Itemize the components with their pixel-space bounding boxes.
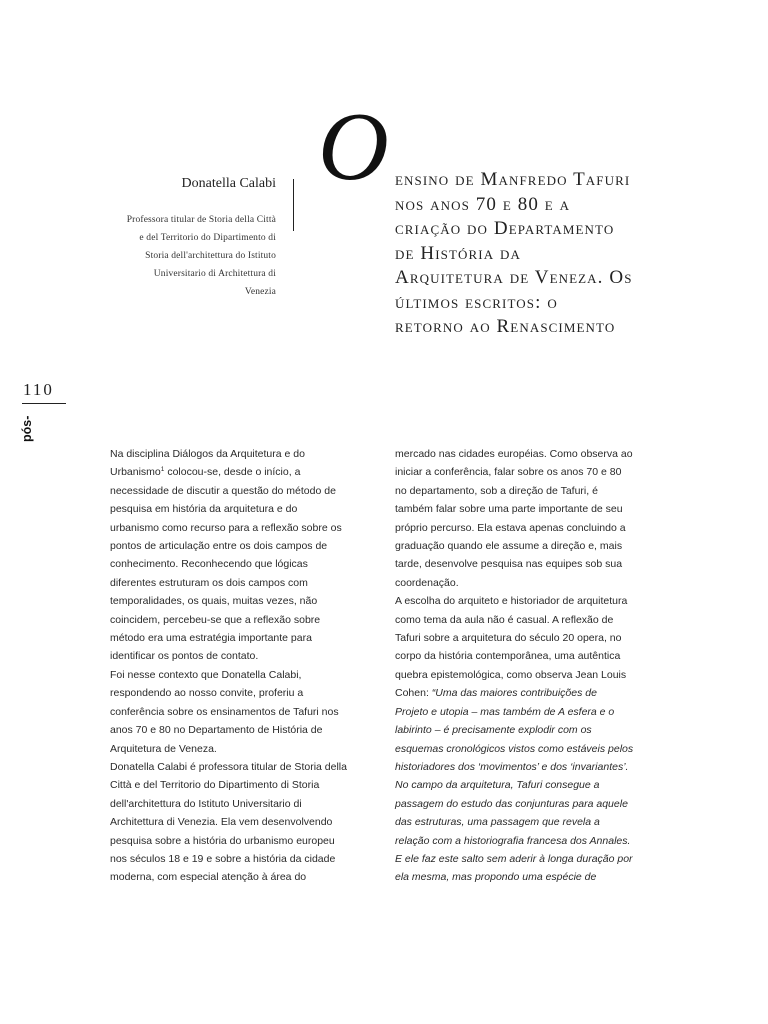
text-line: próprio percurso. Ela estava apenas concluindo a bbox=[395, 521, 626, 534]
title-dropcap: O bbox=[318, 93, 389, 201]
text-line: também falar sobre uma parte importante de seu bbox=[395, 503, 623, 516]
text-line bbox=[110, 463, 380, 481]
page-number: 110 bbox=[23, 380, 54, 399]
title-line: criação do Departamento bbox=[395, 218, 615, 239]
header-divider bbox=[293, 179, 294, 231]
text-line: corpo da história contemporânea, uma autêntica bbox=[395, 650, 621, 663]
text-line: anos 70 e 80 no Departamento de História de bbox=[110, 724, 323, 737]
author-name: Donatella Calabi bbox=[181, 176, 276, 191]
article-title bbox=[395, 168, 725, 340]
text-line: urbanismo como recurso para a reflexão sobre os bbox=[110, 521, 342, 534]
quote-line: esquemas cronológicos vistos como estáveis pelos bbox=[395, 742, 634, 755]
affiliation-line: Professora titular de Storia della Città bbox=[126, 215, 276, 225]
text-line: nos séculos 18 e 19 e sobre a história da cidade bbox=[110, 852, 336, 865]
body-column-left bbox=[110, 445, 380, 887]
text-line: Architettura di Venezia. Ela vem desenvolvendo bbox=[110, 816, 333, 829]
text-line: método era uma estratégia importante para bbox=[110, 632, 312, 645]
text-line: Donatella Calabi é professora titular de Storia della bbox=[110, 760, 347, 773]
page-number-rule bbox=[22, 403, 66, 404]
text-line: A escolha do arquiteto e historiador de arquitetura bbox=[395, 595, 628, 608]
text-line: iniciar a conferência, falar sobre os anos 70 e 80 bbox=[395, 466, 622, 479]
quote-line: Projeto e utopia – mas também de A esfera e o bbox=[395, 705, 615, 718]
text-line: coordenação. bbox=[395, 576, 459, 589]
text-fragment: colocou-se, desde o início, a bbox=[164, 466, 301, 479]
title-line: Arquitetura de Veneza. Os bbox=[395, 267, 633, 288]
text-line: pontos de articulação entre os dois campos de bbox=[110, 540, 328, 553]
title-line: retorno ao Renascimento bbox=[395, 316, 616, 337]
title-line: ensino de Manfredo Tafuri bbox=[395, 169, 631, 190]
text-line bbox=[395, 684, 665, 702]
title-line: últimos escritos: o bbox=[395, 291, 558, 313]
affiliation-line: Storia dell'architettura do Istituto bbox=[145, 251, 276, 261]
quote-line: passagem do estudo das conjunturas para aquele bbox=[395, 797, 628, 810]
text-fragment: Urbanismo bbox=[110, 466, 161, 479]
text-line: diferentes estruturam os dois campos com bbox=[110, 576, 308, 589]
quote-line: das estruturas, uma passagem que revela a bbox=[395, 816, 600, 829]
quote-line: ela mesma, mas propondo uma espécie de bbox=[395, 871, 597, 884]
text-line: quebra epistemológica, como observa Jean Louis bbox=[395, 668, 627, 681]
title-line: de História da bbox=[395, 242, 522, 264]
text-line: necessidade de discutir a questão do método de bbox=[110, 484, 336, 497]
quote-line: No campo da arquitetura, Tafuri consegue a bbox=[395, 779, 600, 792]
text-line: conferência sobre os ensinamentos de Tafuri nos bbox=[110, 705, 339, 718]
text-line: Foi nesse contexto que Donatella Calabi, bbox=[110, 668, 302, 681]
section-label: pós- bbox=[20, 415, 34, 442]
text-line: temporalidades, os quais, muitas vezes, não bbox=[110, 595, 318, 608]
affiliation-line: Universitario di Architettura di bbox=[153, 269, 276, 279]
text-line: pesquisa em história da arquitetura e do bbox=[110, 503, 298, 516]
text-line: como tema da aula não é casual. A reflexão de bbox=[395, 613, 614, 626]
text-line: graduação quando ele assume a direção e, mais bbox=[395, 540, 623, 553]
text-line: dell'architettura do Istituto Universitario di bbox=[110, 797, 302, 810]
author-affiliation bbox=[86, 211, 276, 301]
affiliation-line: Venezia bbox=[244, 287, 276, 297]
quote-line: historiadores dos ‘movimentos’ e dos ‘invariantes’. bbox=[395, 760, 629, 773]
title-line: nos anos 70 e 80 e a bbox=[395, 193, 571, 215]
text-line: moderna, com especial atenção à área do bbox=[110, 871, 307, 884]
text-line: tarde, desenvolve pesquisa nas equipes sob sua bbox=[395, 558, 623, 571]
text-line: Arquitetura de Veneza. bbox=[110, 742, 217, 755]
text-line: pesquisa sobre a história do urbanismo europeu bbox=[110, 834, 335, 847]
quote-fragment: “Uma das maiores contribuições de bbox=[431, 687, 597, 700]
text-line: conhecimento. Reconhecendo que lógicas bbox=[110, 558, 308, 571]
text-line: mercado nas cidades européias. Como observa ao bbox=[395, 448, 633, 460]
footnote-marker[interactable]: 1 bbox=[160, 466, 165, 474]
text-line: Na disciplina Diálogos da Arquitetura e do bbox=[110, 448, 305, 460]
quote-line: E ele faz este salto sem aderir à longa duração por bbox=[395, 852, 633, 865]
text-fragment: Cohen: bbox=[395, 687, 432, 700]
text-line: no departamento, sob a direção de Tafuri, é bbox=[395, 484, 598, 497]
text-line: coincidem, percebeu-se que a reflexão sobre bbox=[110, 613, 321, 626]
text-line: respondendo ao nosso convite, proferiu a bbox=[110, 687, 304, 700]
affiliation-line: e del Territorio do Dipartimento di bbox=[139, 233, 276, 243]
text-line: Tafuri sobre a arquitetura do século 20 opera, no bbox=[395, 632, 622, 645]
quote-line: relação com a historiografia francesa dos Annales. bbox=[395, 834, 631, 847]
text-line: identificar os pontos de contato. bbox=[110, 650, 259, 663]
quote-line: labirinto – é precisamente explodir com os bbox=[395, 724, 592, 737]
text-line: Città e del Territorio do Dipartimento di Storia bbox=[110, 779, 320, 792]
body-column-right bbox=[395, 445, 665, 887]
